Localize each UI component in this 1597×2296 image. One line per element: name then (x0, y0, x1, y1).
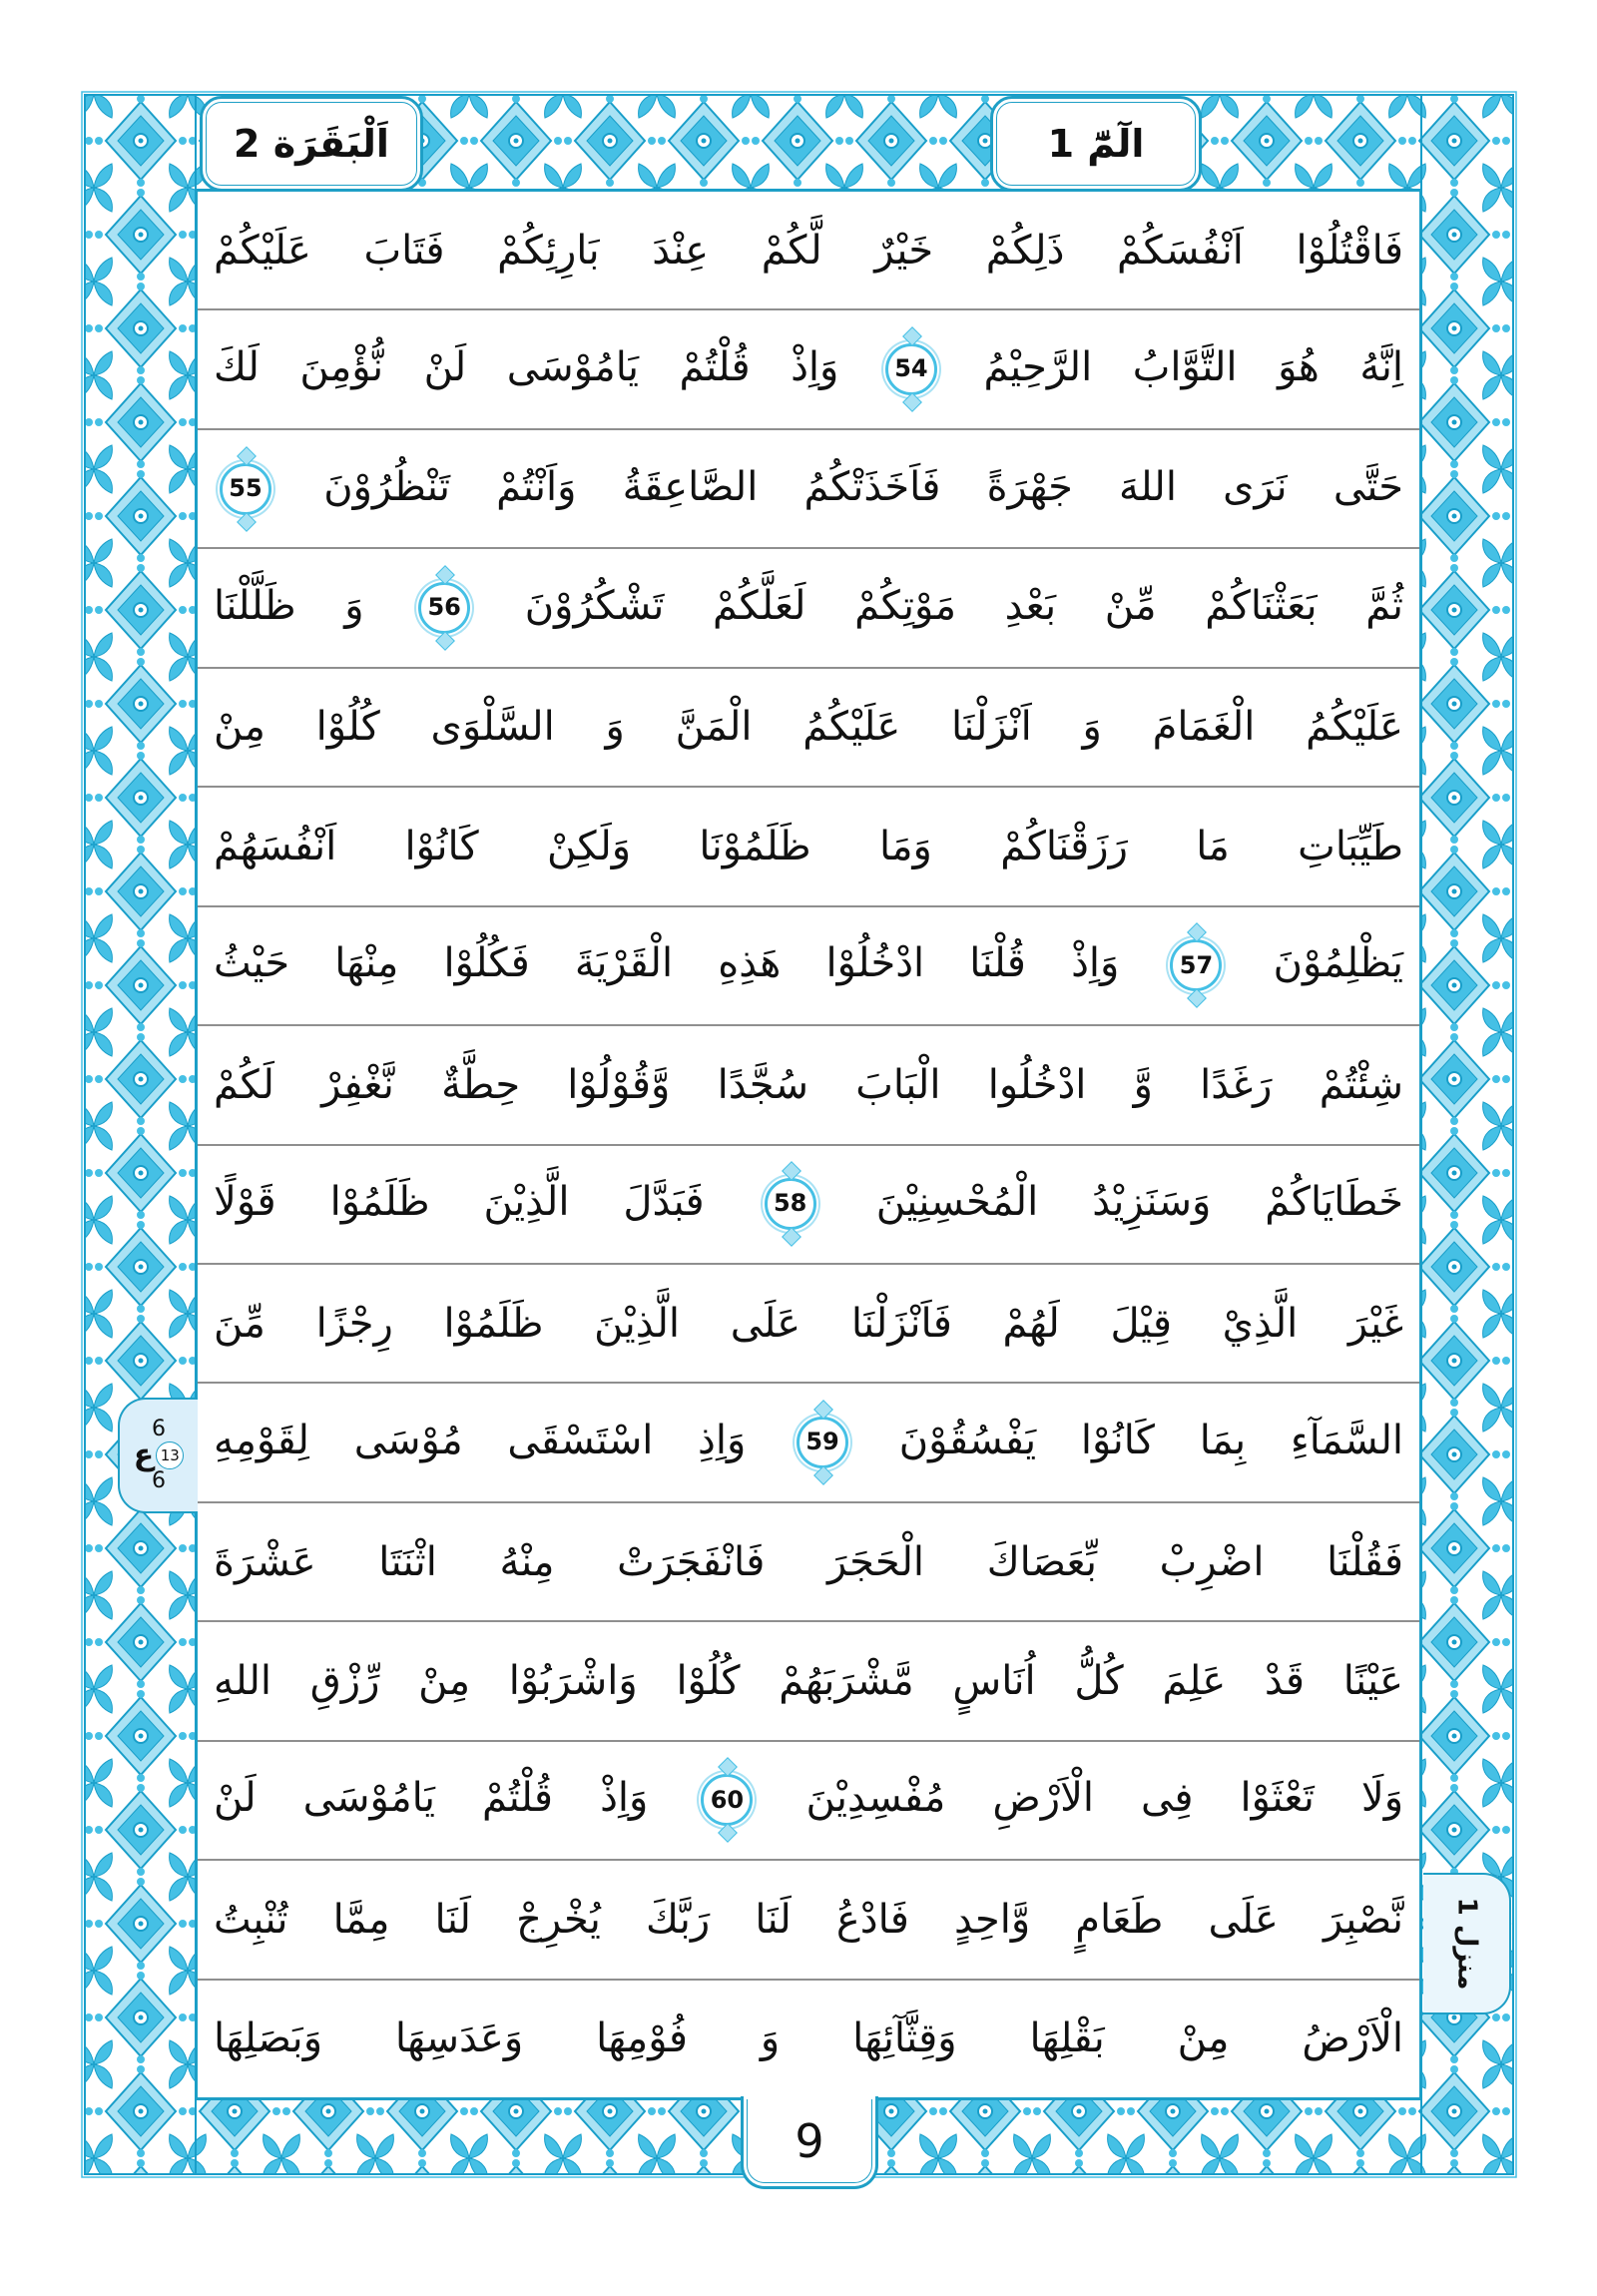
verse-number-marker: 57 (1170, 939, 1222, 991)
ayah-line-text (214, 1897, 1403, 1943)
ayah-line-text (214, 343, 1403, 395)
ayah-text: السَّمَآءِ بِمَا كَانُوْا يَفْسُقُوْنَ (898, 1418, 1403, 1464)
ayah-text: ثُمَّ بَعَثْنَاكُمْ مِّنْ بَعْدِ مَوْتِكُمْ لَعَلَّكُمْ تَشْكُرُوْنَ (524, 583, 1403, 630)
verse-number-marker: 56 (418, 582, 470, 634)
ayah-text: خَطَايَاكُمْ وَسَنَزِيْدُ الْمُحْسِنِيْنَ (875, 1179, 1404, 1226)
ruku-top-number: 6 (152, 1417, 166, 1441)
ayah-text: نَّصْبِرَ عَلَى طَعَامٍ وَّاحِدٍ فَادْعُ لَنَا رَبَّكَ يُخْرِجْ لَنَا مِمَّا تُنْبِتُ (214, 1896, 1403, 1943)
ayah-line-text (214, 1301, 1403, 1347)
ayah-text: وَاِذْ قُلْنَا ادْخُلُوْا هَذِهِ الْقَرْيَةَ فَكُلُوْا مِنْهَا حَيْثُ (214, 940, 1120, 987)
quran-text-area (196, 190, 1421, 2099)
quran-line (198, 1861, 1419, 1980)
ayah-line-text (214, 463, 1403, 515)
quran-line (198, 669, 1419, 788)
ayah-line-text (214, 939, 1403, 991)
ayah-line-text (214, 1539, 1403, 1585)
ruku-middle-number: 13 (156, 1441, 184, 1469)
quran-line (198, 430, 1419, 549)
page-number: 9 (795, 2114, 824, 2168)
ayah-text: فَاقْتُلُوْا اَنْفُسَكُمْ ذَلِكُمْ خَيْرٌ لَّكُمْ عِنْدَ بَارِئِكُمْ فَتَابَ عَلَيْكُمْ (214, 227, 1403, 274)
quran-line (198, 1146, 1419, 1265)
ayah-text: شِئْتُمْ رَغَدًا وَّ ادْخُلُوا الْبَابَ سُجَّدًا وَّقُوْلُوْا حِطَّةٌ نَّغْفِرْ لَكُمْ (214, 1061, 1403, 1108)
verse-number-marker: 54 (885, 343, 937, 395)
verse-number-marker: 58 (765, 1178, 816, 1230)
ayah-text: وَاِذِ اسْتَسْقَى مُوْسَى لِقَوْمِهِ (214, 1418, 747, 1464)
quran-line (198, 788, 1419, 906)
quran-line (198, 1384, 1419, 1502)
quran-line (198, 549, 1419, 668)
page-number-tab (741, 2096, 878, 2189)
ruku-ain-letter: ع (133, 1437, 155, 1472)
juz-name-tab (990, 96, 1202, 192)
ayah-line-text (214, 1178, 1403, 1230)
juz-name-label: الٓمّٓ 1 (1047, 122, 1145, 166)
ayah-line-text (214, 2015, 1403, 2061)
quran-line (198, 192, 1419, 310)
ayah-text: وَاِذْ قُلْتُمْ يَامُوْسَى لَنْ (214, 1775, 649, 1822)
quran-line (198, 907, 1419, 1026)
verse-number-marker: 59 (797, 1417, 848, 1468)
ayah-line-text (214, 582, 1403, 634)
surah-name-tab (200, 96, 423, 192)
quran-line (198, 310, 1419, 429)
ayah-text: اِنَّهُ هُوَ التَّوَّابُ الرَّحِيْمُ (983, 344, 1404, 391)
ayah-line-text (214, 1774, 1403, 1826)
ayah-text: وَلَا تَعْثَوْا فِى الْاَرْضِ مُفْسِدِيْنَ (805, 1775, 1404, 1822)
quran-line (198, 1265, 1419, 1384)
quran-line (198, 1503, 1419, 1622)
quran-line (198, 1622, 1419, 1741)
ayah-line-text (214, 1417, 1403, 1468)
ayah-text: فَبَدَّلَ الَّذِيْنَ ظَلَمُوْا قَوْلًا (214, 1179, 705, 1226)
ayah-line-text (214, 1658, 1403, 1704)
ayah-line-text (214, 228, 1403, 274)
ruku-bottom-number: 6 (152, 1468, 166, 1493)
ayah-line-text (214, 824, 1403, 869)
ruku-marker (118, 1398, 198, 1513)
ayah-text: وَاِذْ قُلْتُمْ يَامُوْسَى لَنْ نُّؤْمِنَ لَكَ (214, 344, 839, 391)
ayah-text: فَقُلْنَا اضْرِبْ بِّعَصَاكَ الْحَجَرَ فَانْفَجَرَتْ مِنْهُ اثْنَتَا عَشْرَةَ (214, 1538, 1403, 1585)
ayah-text: غَيْرَ الَّذِيْ قِيْلَ لَهُمْ فَاَنْزَلْنَا عَلَى الَّذِيْنَ ظَلَمُوْا رِجْزًا مِّنَ (214, 1300, 1403, 1347)
ayah-text: الْاَرْضُ مِنْ بَقْلِهَا وَقِثَّآئِهَا وَ فُوْمِهَا وَعَدَسِهَا وَبَصَلِهَا (214, 2015, 1403, 2062)
manzil-marker (1423, 1873, 1511, 2014)
ayah-text: حَتَّى نَرَى اللهَ جَهْرَةً فَاَخَذَتْكُمُ الصَّاعِقَةُ وَاَنْتُمْ تَنْظُرُوْنَ (323, 463, 1403, 510)
ayah-text: عَيْنًا قَدْ عَلِمَ كُلُّ اُنَاسٍ مَّشْرَبَهُمْ كُلُوْا وَاشْرَبُوْا مِنْ رِّزْقِ اللهِ (214, 1657, 1403, 1704)
ayah-text: طَيِّبَاتِ مَا رَزَقْنَاكُمْ وَمَا ظَلَمُوْنَا وَلَكِنْ كَانُوْا اَنْفُسَهُمْ (214, 823, 1403, 869)
surah-name-label: اَلْبَقَرَة 2 (234, 122, 389, 166)
verse-number-marker: 55 (220, 463, 271, 515)
verse-number-marker: 60 (701, 1774, 753, 1826)
ayah-text: وَ ظَلَّلْنَا (214, 583, 364, 630)
ayah-text: عَلَيْكُمُ الْغَمَامَ وَ اَنْزَلْنَا عَلَيْكُمُ الْمَنَّ وَ السَّلْوَى كُلُوْا مِنْ (214, 704, 1403, 751)
quran-line (198, 1742, 1419, 1861)
ayah-text: يَظْلِمُوْنَ (1273, 940, 1404, 987)
manzil-label: منزل 1 (1451, 1897, 1481, 1991)
ayah-line-text (214, 1062, 1403, 1108)
ayah-line-text (214, 704, 1403, 750)
quran-line (198, 1026, 1419, 1145)
quran-line (198, 1981, 1419, 2097)
